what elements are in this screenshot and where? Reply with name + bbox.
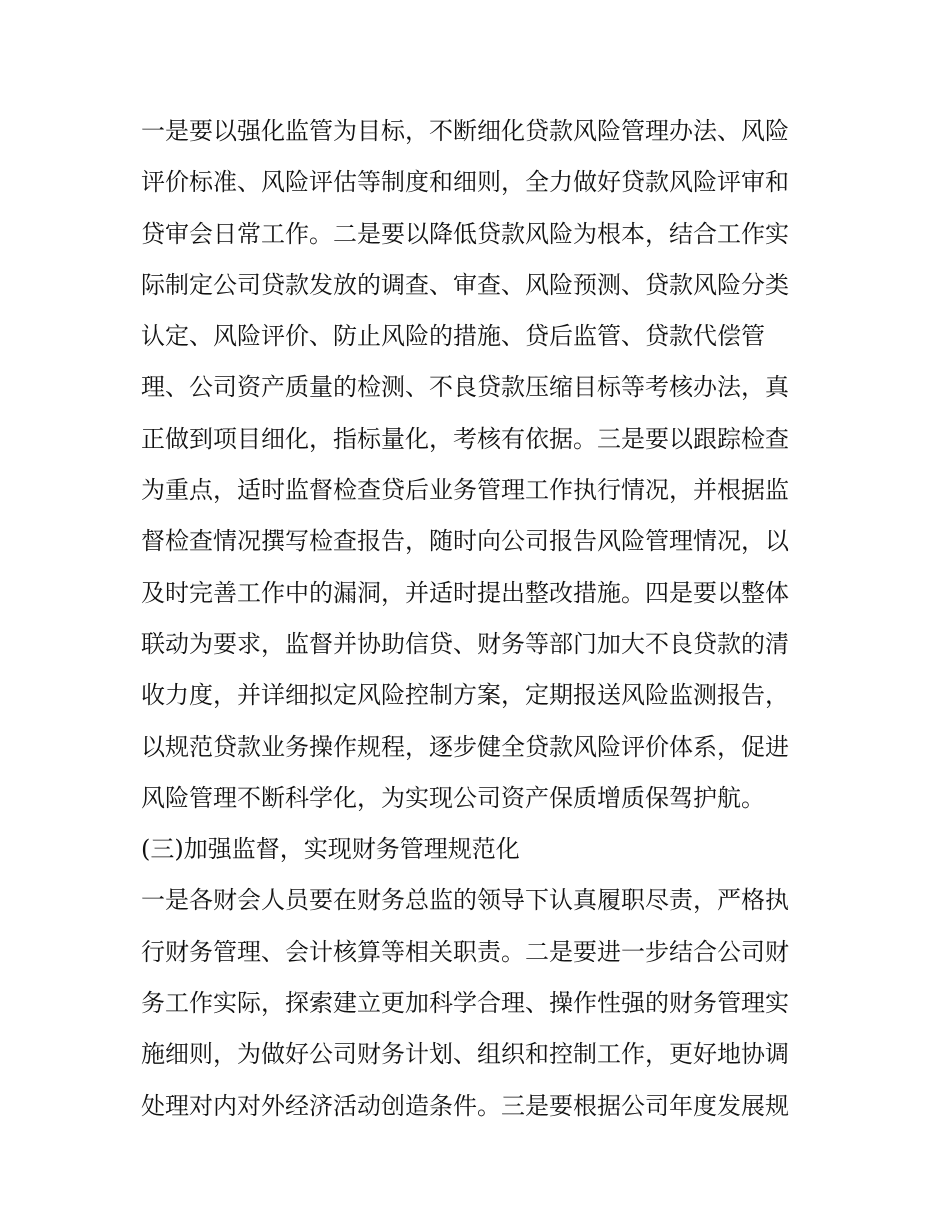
text-line: 收力度，并详细拟定风险控制方案，定期报送风险监测报告，	[141, 681, 789, 710]
text-line: 正做到项目细化，指标量化，考核有依据。三是要以跟踪检查	[141, 424, 789, 453]
text-line: 贷审会日常工作。二是要以降低贷款风险为根本，结合工作实	[141, 219, 789, 248]
text-line: 督检查情况撰写检查报告，随时向公司报告风险管理情况，以	[141, 527, 789, 556]
text-line: 为重点，适时监督检查贷后业务管理工作执行情况，并根据监	[141, 476, 789, 505]
section-heading: (三)加强监督，实现财务管理规范化	[141, 835, 520, 864]
text-line: 处理对内对外经济活动创造条件。三是要根据公司年度发展规	[141, 1091, 789, 1120]
text-line: 理、公司资产质量的检测、不良贷款压缩目标等考核办法，真	[141, 373, 789, 402]
text-line: 风险管理不断科学化，为实现公司资产保质增质保驾护航。	[141, 783, 765, 812]
text-line: 以规范贷款业务操作规程，逐步健全贷款风险评价体系，促进	[141, 732, 789, 761]
text-line: 评价标准、风险评估等制度和细则，全力做好贷款风险评审和	[141, 168, 789, 197]
text-line: 一是要以强化监管为目标，不断细化贷款风险管理办法、风险	[141, 117, 789, 145]
text-line: 联动为要求，监督并协助信贷、财务等部门加大不良贷款的清	[141, 629, 789, 658]
text-line: 际制定公司贷款发放的调查、审查、风险预测、贷款风险分类	[141, 270, 789, 299]
text-line: 及时完善工作中的漏洞，并适时提出整改措施。四是要以整体	[141, 578, 789, 607]
text-line: 一是各财会人员要在财务总监的领导下认真履职尽责，严格执	[141, 886, 789, 915]
text-line: 施细则，为做好公司财务计划、组织和控制工作，更好地协调	[141, 1040, 789, 1069]
text-line: 务工作实际，探索建立更加科学合理、操作性强的财务管理实	[141, 989, 789, 1018]
text-line: 行财务管理、会计核算等相关职责。二是要进一步结合公司财	[141, 937, 789, 966]
text-line: 认定、风险评价、防止风险的措施、贷后监管、贷款代偿管	[141, 322, 765, 351]
body-text	[141, 106, 821, 1132]
